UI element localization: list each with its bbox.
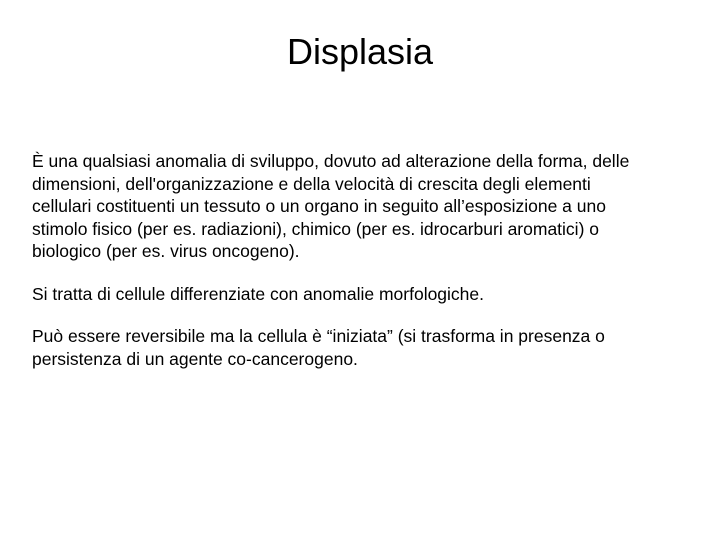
paragraph-definition: È una qualsiasi anomalia di sviluppo, dovuto ad alterazione della forma, delle dimensioni, dell'organizzazione e della velocità di crescita degli elementi cellulari costituenti un tessuto o un organo in seguito all’esposizione a uno stimolo fisico (per es. radiazioni), chimico (per es. idrocarburi aromatici) o biologico (per es. virus oncogeno).	[32, 151, 630, 261]
slide-title: Displasia	[286, 31, 434, 72]
paragraph-reversibility: Può essere reversibile ma la cellula è “iniziata” (si trasforma in presenza o persistenza di un agente co-cancerogeno.	[32, 326, 605, 369]
paragraph-differentiated-cells: Si tratta di cellule differenziate con anomalie morfologiche.	[32, 283, 485, 304]
slide-body	[32, 150, 632, 390]
